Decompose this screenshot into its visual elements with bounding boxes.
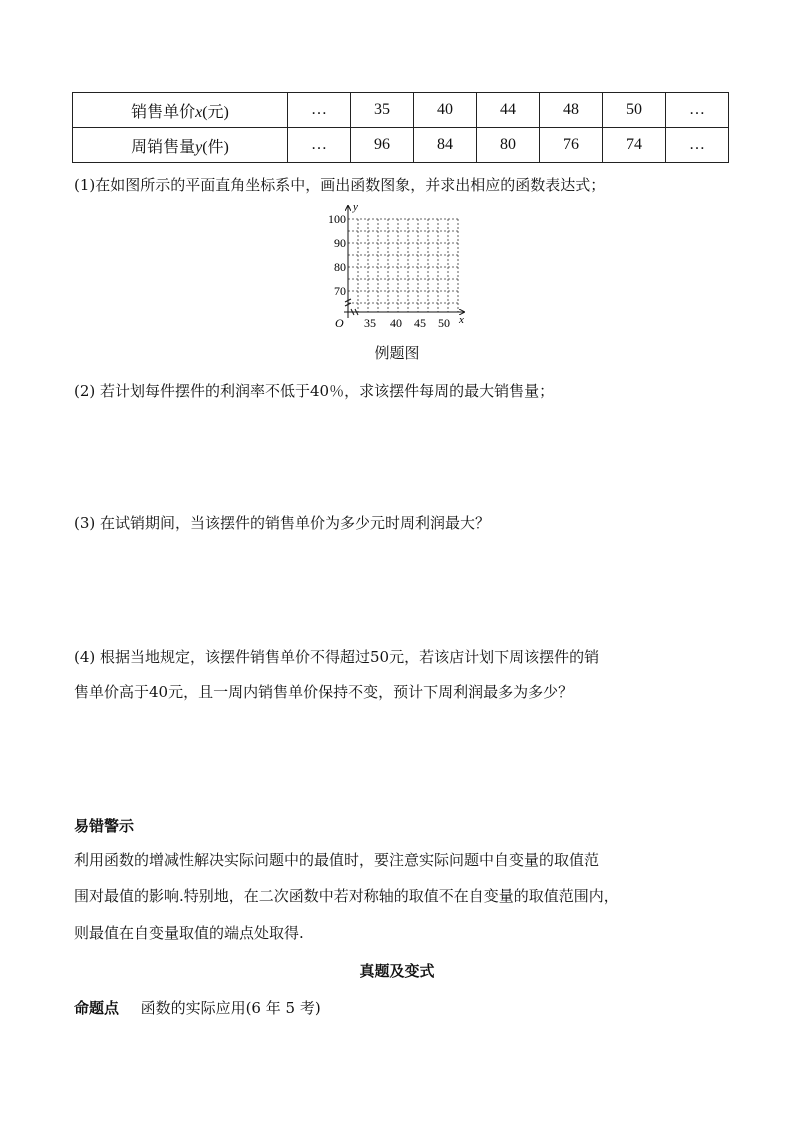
y-axis-label: y xyxy=(353,201,358,213)
proposition-line xyxy=(74,997,321,1019)
table-cell: … xyxy=(288,93,351,128)
section-title: 真题及变式 xyxy=(359,962,435,980)
table-cell: 40 xyxy=(414,93,477,128)
warning-line-3: 则最值在自变量取值的端点处取得. xyxy=(74,924,304,942)
row-header-sales: 周销售量y(件) xyxy=(73,128,288,163)
y-tick-label: 80 xyxy=(334,260,346,274)
figure-caption: 例题图 xyxy=(374,344,420,362)
x-tick-label: 50 xyxy=(438,316,450,330)
table-cell: … xyxy=(666,93,729,128)
question-4-line-2: 售单价高于40元，且一周内销售单价保持不变，预计下周利润最多为多少？ xyxy=(74,683,574,701)
table-cell: 96 xyxy=(351,128,414,163)
question-4-line-1: (4) 根据当地规定，该摆件销售单价不得超过50元，若该店计划下周该摆件的销 xyxy=(74,648,600,666)
row-header-price: 销售单价x(元) xyxy=(73,93,288,128)
x-tick-label: 45 xyxy=(414,316,426,330)
table-cell: 76 xyxy=(540,128,603,163)
table-cell: 50 xyxy=(603,93,666,128)
question-3: (3) 在试销期间，当该摆件的销售单价为多少元时周利润最大？ xyxy=(74,514,491,532)
proposition-label: 命题点 xyxy=(74,999,120,1017)
question-2: (2) 若计划每件摆件的利润率不低于40％，求该摆件每周的最大销售量； xyxy=(74,382,555,400)
warning-line-1: 利用函数的增减性解决实际问题中的最值时，要注意实际问题中自变量的取值范 xyxy=(74,851,600,869)
question-1: (1)在如图所示的平面直角坐标系中，画出函数图象，并求出相应的函数表达式； xyxy=(74,176,606,194)
table-cell: 44 xyxy=(477,93,540,128)
table-cell: 84 xyxy=(414,128,477,163)
table-row xyxy=(73,93,729,128)
table-cell: … xyxy=(666,128,729,163)
x-tick-label: 40 xyxy=(390,316,402,330)
y-tick-label: 70 xyxy=(334,284,346,298)
warning-line-2: 围对最值的影响.特别地，在二次函数中若对称轴的取值不在自变量的取值范围内， xyxy=(74,887,619,905)
table-cell: … xyxy=(288,128,351,163)
proposition-text: 函数的实际应用(6 年 5 考) xyxy=(140,999,321,1017)
coordinate-grid-figure xyxy=(322,198,472,334)
table-cell: 35 xyxy=(351,93,414,128)
table-cell: 74 xyxy=(603,128,666,163)
x-axis-label: x xyxy=(459,314,464,326)
x-tick-label: 35 xyxy=(364,316,376,330)
grid-lines xyxy=(348,219,458,312)
warning-title: 易错警示 xyxy=(74,817,135,835)
table-cell: 48 xyxy=(540,93,603,128)
y-tick-label: 90 xyxy=(334,236,346,250)
data-table xyxy=(72,92,729,163)
table-row xyxy=(73,128,729,163)
y-tick-label: 100 xyxy=(328,212,346,226)
table-cell: 80 xyxy=(477,128,540,163)
origin-label: O xyxy=(335,316,344,330)
